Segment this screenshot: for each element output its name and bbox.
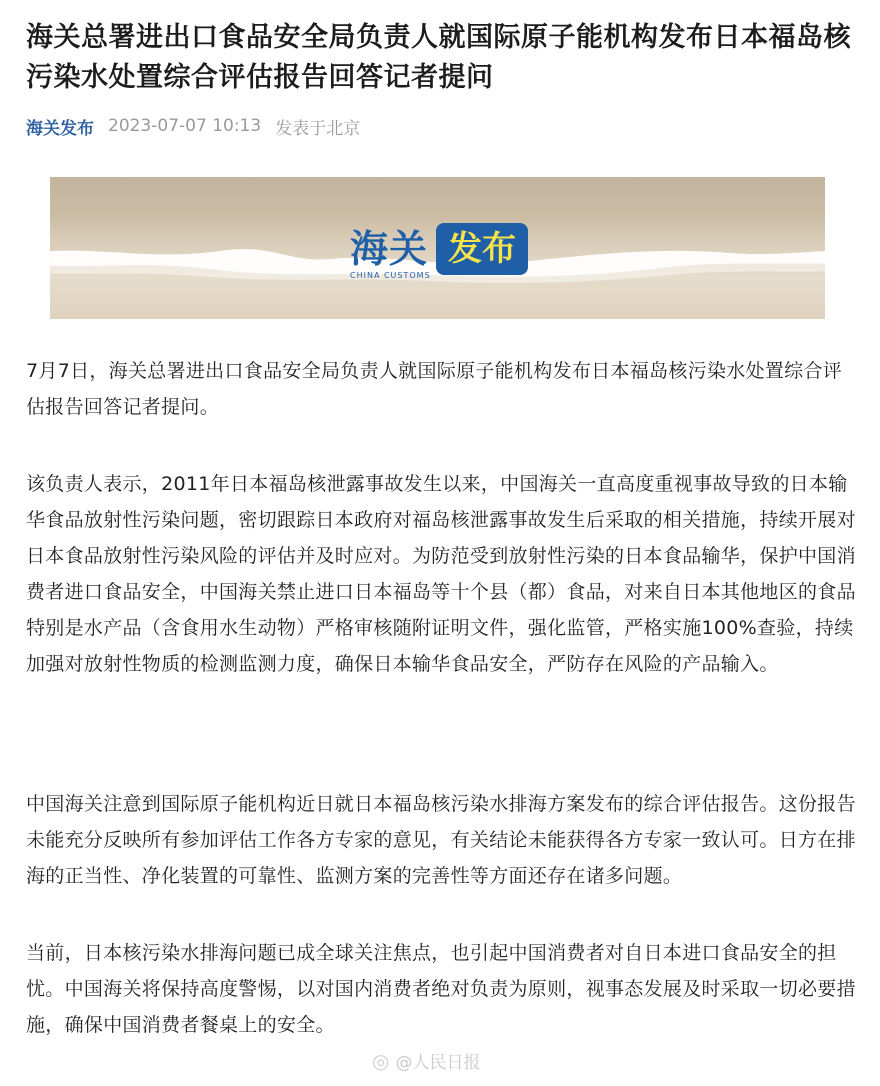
- customs-release-logo: [350, 221, 528, 280]
- logo-sub-text: CHINA CUSTOMS: [350, 271, 431, 280]
- article-title: 海关总署进出口食品安全局负责人就国际原子能机构发布日本福岛核污染水处置综合评估报告回答记者提问: [26, 22, 851, 93]
- article-source[interactable]: 海关发布: [26, 118, 94, 139]
- article-meta: [26, 112, 360, 140]
- logo-badge-text: 发布: [436, 223, 528, 275]
- article-location: 发表于北京: [275, 118, 361, 139]
- weibo-icon: ◎: [372, 1048, 390, 1073]
- watermark-text: @人民日报: [395, 1053, 481, 1073]
- source-watermark: [372, 1048, 480, 1073]
- article-time: 2023-07-07 10:13: [108, 116, 262, 136]
- paragraph-statement: 该负责人表示，2011年日本福岛核泄露事故发生以来，中国海关一直高度重视事故导致的日本输华食品放射性污染问题，密切跟踪日本政府对福岛核泄露事故发生后采取的相关措施，持续开展对日本食品放射性污染风险的评估并及时应对。为防范受到放射性污染的日本食品输华，保护中国消费者进口食品安全，中国海关禁止进口日本福岛等十个县（都）食品，对来自日本其他地区的食品特别是水产品（含食用水生动物）严格审核随附证明文件，强化监管，严格实施100%查验，持续加强对放射性物质的检测监测力度，确保日本输华食品安全，严防存在风险的产品输入。: [26, 473, 856, 675]
- paragraph-conclusion: 当前，日本核污染水排海问题已成全球关注焦点，也引起中国消费者对自日本进口食品安全的担忧。中国海关将保持高度警惕，以对国内消费者绝对负责为原则，视事态发展及时采取一切必要措施，确保中国消费者餐桌上的安全。: [26, 942, 856, 1036]
- paragraph-intro: 7月7日，海关总署进出口食品安全局负责人就国际原子能机构发布日本福岛核污染水处置综合评估报告回答记者提问。: [26, 360, 843, 418]
- article-banner-image: [50, 177, 825, 319]
- paragraph-report: 中国海关注意到国际原子能机构近日就日本福岛核污染水排海方案发布的综合评估报告。这份报告未能充分反映所有参加评估工作各方专家的意见，有关结论未能获得各方专家一致认可。日方在排海的正当性、净化装置的可靠性、监测方案的完善性等方面还存在诸多问题。: [26, 793, 856, 887]
- logo-main-text: 海关: [350, 226, 429, 271]
